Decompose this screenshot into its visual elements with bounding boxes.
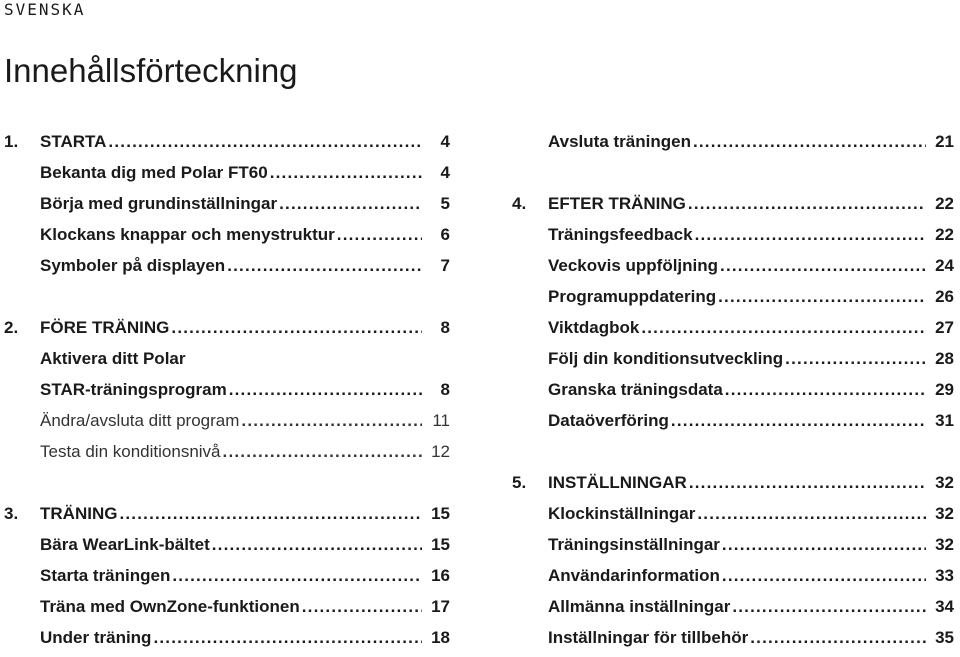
toc-entry[interactable]	[4, 219, 450, 250]
toc-entry-page: 11	[432, 411, 450, 430]
toc-entry-page: 32	[935, 473, 954, 492]
toc-entry[interactable]	[512, 374, 954, 405]
toc-entry[interactable]	[512, 188, 954, 219]
toc-entry[interactable]	[4, 622, 450, 653]
toc-entry-page: 35	[935, 628, 954, 647]
toc-dot-leader	[227, 250, 422, 281]
toc-entry[interactable]	[4, 250, 450, 281]
toc-dot-leader	[229, 374, 422, 405]
toc-entry[interactable]	[512, 281, 954, 312]
toc-entry-page: 24	[935, 256, 954, 275]
toc-entry-page: 8	[440, 318, 450, 337]
toc-entry[interactable]	[4, 374, 450, 405]
toc-entry-label: FÖRE TRÄNING	[40, 318, 170, 337]
toc-dot-leader	[688, 188, 926, 219]
toc-dot-leader	[171, 312, 422, 343]
toc-entry-label: TRÄNING	[40, 504, 118, 523]
toc-entry-page: 26	[935, 287, 954, 306]
language-label: SVENSKA	[4, 0, 86, 19]
toc-entry-label: STARTA	[40, 132, 107, 151]
toc-dot-leader	[720, 250, 926, 281]
toc-dot-leader	[689, 467, 926, 498]
toc-dot-leader	[785, 343, 926, 374]
toc-entry[interactable]	[4, 560, 450, 591]
toc-entry[interactable]	[512, 250, 954, 281]
toc-entry-label: Användarinformation	[548, 566, 720, 585]
toc-entry[interactable]	[4, 126, 450, 157]
toc-entry-label: Starta träningen	[40, 566, 171, 585]
toc-entry-label: Ändra/avsluta ditt program	[40, 411, 240, 430]
toc-dot-leader	[270, 157, 422, 188]
toc-entry-page: 17	[431, 597, 450, 616]
toc-entry[interactable]	[512, 343, 954, 374]
toc-entry-label: Träningsfeedback	[548, 225, 693, 244]
toc-dot-leader	[750, 622, 926, 653]
toc-dot-leader	[337, 219, 422, 250]
toc-entry-page: 16	[431, 566, 450, 585]
toc-entry-label: Dataöverföring	[548, 411, 669, 430]
toc-entry-label: Under träning	[40, 628, 152, 647]
toc-entry-label: Klockinställningar	[548, 504, 696, 523]
toc-entry-page: 8	[440, 380, 450, 399]
toc-dot-leader	[725, 374, 926, 405]
toc-entry-page: 15	[431, 535, 450, 554]
toc-entry-label: Granska träningsdata	[548, 380, 723, 399]
toc-dot-leader	[223, 436, 422, 467]
toc-entry[interactable]	[512, 498, 954, 529]
toc-entry-label: Testa din konditionsnivå	[40, 442, 221, 461]
toc-entry[interactable]	[4, 591, 450, 622]
toc-entry[interactable]	[512, 529, 954, 560]
toc-entry[interactable]	[4, 405, 450, 436]
toc-dot-leader	[693, 126, 926, 157]
toc-dot-leader	[241, 405, 422, 436]
toc-entry-page: 27	[935, 318, 954, 337]
toc-entry[interactable]	[512, 591, 954, 622]
toc-entry-number: 2.	[4, 318, 19, 337]
toc-entry-label: Börja med grundinställningar	[40, 194, 278, 213]
toc-dot-leader	[722, 529, 926, 560]
toc-entry-label: Bära WearLink-bältet	[40, 535, 210, 554]
toc-entry-page: 32	[935, 535, 954, 554]
toc-entry[interactable]	[4, 529, 450, 560]
toc-entry-page: 22	[935, 225, 954, 244]
toc-dot-leader	[212, 529, 422, 560]
toc-entry-label: Avsluta träningen	[548, 132, 691, 151]
toc-entry-page: 31	[935, 411, 954, 430]
toc-entry[interactable]	[512, 219, 954, 250]
toc-entry-label: Veckovis uppföljning	[548, 256, 719, 275]
toc-entry[interactable]	[4, 436, 450, 467]
toc-gap	[4, 467, 450, 498]
toc-entry-label: Programuppdatering	[548, 287, 717, 306]
toc-entry-label: Aktivera ditt Polar	[40, 349, 186, 368]
toc-dot-leader	[302, 591, 422, 622]
toc-entry-page: 33	[935, 566, 954, 585]
toc-dot-leader	[119, 498, 422, 529]
toc-entry-number: 4.	[512, 194, 527, 213]
toc-entry-label: Träna med OwnZone-funktionen	[40, 597, 300, 616]
toc-dot-leader	[697, 498, 926, 529]
toc-entry-page: 34	[935, 597, 954, 616]
toc-entry-page: 4	[440, 163, 450, 182]
toc-entry-page: 32	[935, 504, 954, 523]
toc-entry-page: 4	[440, 132, 450, 151]
toc-dot-leader	[722, 560, 926, 591]
toc-entry-page: 6	[440, 225, 450, 244]
toc-entry[interactable]	[512, 560, 954, 591]
toc-entry-page: 29	[935, 380, 954, 399]
toc-dot-leader	[641, 312, 926, 343]
toc-entry-page: 7	[440, 256, 450, 275]
toc-entry-page: 15	[431, 504, 450, 523]
toc-entry-label: Klockans knappar och menystruktur	[40, 225, 335, 244]
toc-entry-page: 5	[440, 194, 450, 213]
toc-entry[interactable]	[4, 343, 450, 374]
toc-entry-label: Bekanta dig med Polar FT60	[40, 163, 268, 182]
toc-dot-leader	[279, 188, 422, 219]
toc-entry-page: 18	[431, 628, 450, 647]
toc-entry[interactable]	[512, 622, 954, 653]
toc-entry[interactable]	[512, 405, 954, 436]
toc-entry[interactable]	[512, 126, 954, 157]
toc-dot-leader	[718, 281, 926, 312]
toc-entry-label: Symboler på displayen	[40, 256, 226, 275]
toc-entry[interactable]	[4, 188, 450, 219]
toc-entry-number: 5.	[512, 473, 527, 492]
toc-dot-leader	[108, 126, 422, 157]
toc-dot-leader	[732, 591, 926, 622]
toc-entry-label: EFTER TRÄNING	[548, 194, 686, 213]
toc-entry[interactable]	[512, 312, 954, 343]
toc-entry-label: Följ din konditionsutveckling	[548, 349, 784, 368]
toc-entry-label: INSTÄLLNINGAR	[548, 473, 687, 492]
toc-dot-leader	[153, 622, 422, 653]
toc-entry-label: Viktdagbok	[548, 318, 640, 337]
toc-entry[interactable]	[4, 157, 450, 188]
toc-entry[interactable]	[512, 467, 954, 498]
toc-entry-number: 1.	[4, 132, 19, 151]
toc-entry-page: 12	[431, 442, 450, 461]
toc-entry-number: 3.	[4, 504, 19, 523]
toc-dot-leader	[671, 405, 926, 436]
toc-entry[interactable]	[4, 312, 450, 343]
toc-gap	[512, 157, 954, 188]
toc-entry-label: Inställningar för tillbehör	[548, 628, 749, 647]
toc-column-right	[512, 126, 954, 653]
toc-entry[interactable]	[4, 498, 450, 529]
toc-gap	[512, 436, 954, 467]
toc-entry-page: 28	[935, 349, 954, 368]
toc-entry-label: STAR-träningsprogram	[40, 380, 227, 399]
toc-dot-leader	[172, 560, 422, 591]
page-title: Innehållsförteckning	[4, 52, 298, 89]
toc-column-left	[4, 126, 450, 653]
toc-entry-label: Träningsinställningar	[548, 535, 720, 554]
toc-dot-leader	[695, 219, 926, 250]
toc-gap	[4, 281, 450, 312]
toc-entry-page: 22	[935, 194, 954, 213]
toc-entry-label: Allmänna inställningar	[548, 597, 731, 616]
toc-entry-page: 21	[935, 132, 954, 151]
